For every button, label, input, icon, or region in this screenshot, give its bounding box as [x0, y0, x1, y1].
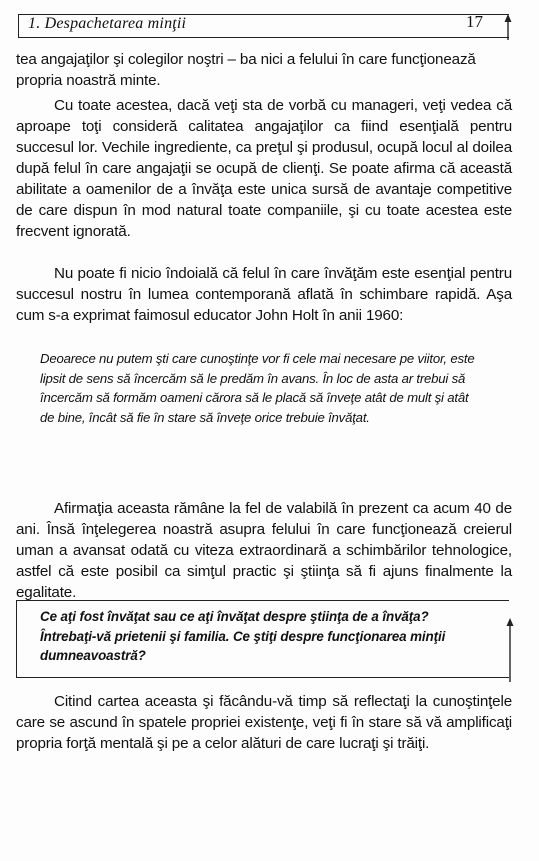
paragraph-closing: Citind cartea aceasta şi făcându-vă timp să reflectaţi la cunoştinţele care se ascund în spatele propriei existenţe, veţi fi în stare să vă amplificaţi propria forţă mentală şi pe a celor alături de care lucraţi şi trăiţi.	[16, 693, 512, 752]
paragraph-learning: Nu poate fi nicio îndoială că felul în care învăţăm este esenţial pentru succesul nostru în lumea contemporană aflată în schimbare rapidă. Aşa cum s-a exprimat faimosul educator John Holt în anii 1960:	[16, 265, 512, 324]
arrow-up-icon	[505, 618, 515, 682]
paragraph-continuation: tea angajaţilor şi colegilor noştri – ba nici a felului în care funcţionează propria noastră minte.	[16, 51, 476, 89]
reflection-question: Ce aţi fost învăţat sau ce aţi învăţat despre ştiinţa de a învăţa? Întrebaţi-vă prietenii şi familia. Ce ştiţi despre funcţionarea minţii dumneavoastră?	[40, 609, 446, 663]
paragraph-statement: Afirmaţia aceasta rămâne la fel de valabilă în prezent ca acum 40 de ani. Însă înţelegerea noastră asupra felului în care funcţionează creierul uman a avansat odată cu viteza extraordinară a schimbărilor tehnologice, astfel că este posibil ca simţul practic şi ştiinţa să fi ajuns finalmente la egalitate.	[16, 500, 512, 601]
paragraph-managers: Cu toate acestea, dacă veţi sta de vorbă cu manageri, veţi vedea că aproape toţi consideră calitatea angajaţilor ca fiind esenţială pentru succesul lor. Vechile ingrediente, ca preţul şi produsul, ocupă locul al doilea după felul în care angajaţii se ocupă de clienţi. Se poate afirma că această abilitate a oamenilor de a învăţa este unica sursă de avantaje competitive de care dispun în mod natural toate companiile, şi cu toate acestea este frecvent ignorată.	[16, 97, 512, 240]
page-number: 17	[466, 12, 483, 31]
chapter-title: 1. Despachetarea minţii	[28, 15, 187, 32]
holt-quote: Deoarece nu putem şti care cunoştinţe vor fi cele mai necesare pe viitor, este lipsit de sens să încercăm să le predăm în avans. În loc de asta ar trebui să încercăm să formăm oameni cărora să le placă să înveţe atât de mult şi atât de bine, încât să fie în stare să înveţe orice trebuie învăţat.	[40, 351, 475, 425]
arrow-up-icon	[503, 14, 513, 40]
